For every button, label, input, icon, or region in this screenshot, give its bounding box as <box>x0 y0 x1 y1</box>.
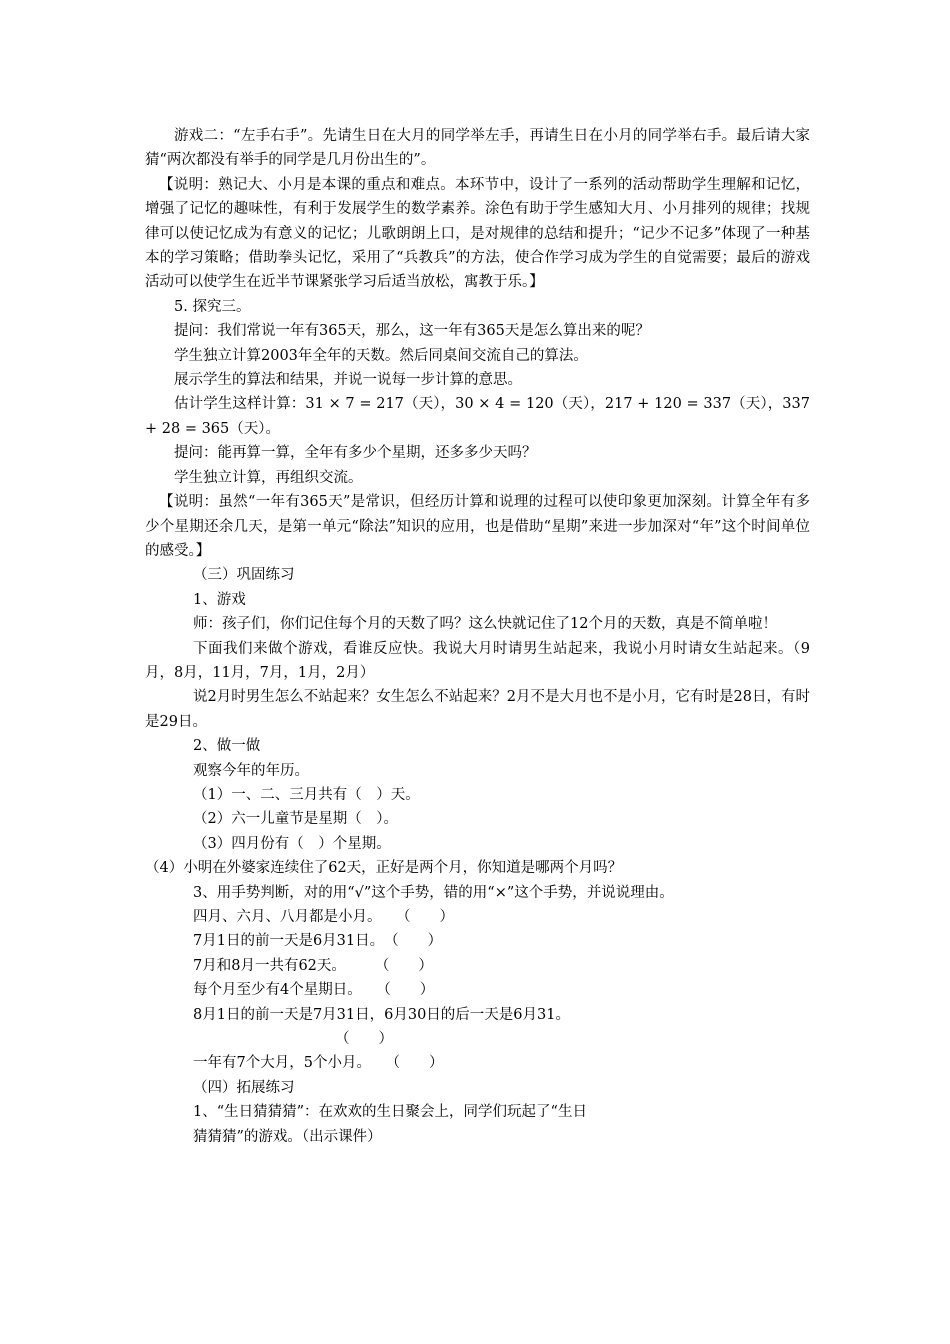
section-consolidation-heading: （三）巩固练习 <box>193 567 295 584</box>
show-method-paragraph: 展示学生的算法和结果，并说一说每一步计算的意思。 <box>174 372 522 389</box>
note-paragraph-2: 【说明：虽然“一年有365天”是常识，但经历计算和说理的过程可以使印象更加深刻。计算全年有多少个星期还余几天，是第一单元“除法”知识的应用，也是借助“星期”来进一步加深对“年”这个时间单位的感受。】 <box>145 494 810 559</box>
game-instruction-paragraph: 下面我们来做个游戏，看谁反应快。我说大月时请男生站起来，我说小月时请女生站起来。（9月，8月，11月，7月，1月，2月） <box>145 640 810 681</box>
february-paragraph: 说2月时男生怎么不站起来？女生怎么不站起来？2月不是大月也不是小月，它有时是28日，有时是29日。 <box>145 689 810 730</box>
section-extension-heading: （四）拓展练习 <box>193 1079 295 1096</box>
exercise-4-line: （4）小明在外婆家连续住了62天，正好是两个月，你知道是哪两个月吗？ <box>145 860 623 877</box>
judge-item-4: 每个月至少有4个星期日。 （ ） <box>193 982 435 999</box>
observe-calendar-line: 观察今年的年历。 <box>193 762 309 779</box>
document-page <box>145 124 810 1149</box>
exercise-2-line: （2）六一儿童节是星期（ ）。 <box>193 811 398 828</box>
student-calc-paragraph: 学生独立计算2003年全年的天数。然后同桌间交流自己的算法。 <box>174 347 588 364</box>
judge-item-2: 7月1日的前一天是6月31日。 （ ） <box>193 933 443 950</box>
game-two-paragraph: 游戏二：“左手右手”。先请生日在大月的同学举左手，再请生日在小月的同学举右手。最后请大家猜“两次都没有举手的同学是几月份出生的”。 <box>145 128 810 169</box>
exercise-1-line: （1）一、二、三月共有（ ）天。 <box>193 786 420 803</box>
item-do-it-heading: 2、做一做 <box>193 738 261 755</box>
exercise-3-line: （3）四月份有（ ）个星期。 <box>193 835 391 852</box>
question-365-paragraph: 提问：我们常说一年有365天，那么，这一年有365天是怎么算出来的呢？ <box>174 323 650 340</box>
judge-item-5: 8月1日的前一天是7月31日，6月30日的后一天是6月31。 <box>193 1006 570 1023</box>
gesture-judgement-heading: 3、用手势判断，对的用“√”这个手势，错的用“×”这个手势，并说说理由。 <box>193 884 674 901</box>
judge-item-3: 7月和8月一共有62天。 （ ） <box>193 957 433 974</box>
birthday-guess-line-2: 猜猜猜”的游戏。（出示课件） <box>193 1128 382 1145</box>
question-weeks-paragraph: 提问：能再算一算，全年有多少个星期，还多多少天吗？ <box>174 445 537 462</box>
judge-item-6: 一年有7个大月，5个小月。 （ ） <box>193 1055 444 1072</box>
exchange-paragraph: 学生独立计算，再组织交流。 <box>174 469 363 486</box>
birthday-guess-line-1: 1、“生日猜猜猜”：在欢欢的生日聚会上，同学们玩起了“生日 <box>193 1104 587 1121</box>
judge-item-5-answer: （ ） <box>335 1031 393 1048</box>
judge-item-1: 四月、六月、八月都是小月。 （ ） <box>193 909 454 925</box>
calculation-paragraph: 估计学生这样计算：31 × 7 = 217（天），30 × 4 = 120（天），217 + 120 = 337（天），337 + 28 = 365（天）。 <box>145 396 810 437</box>
teacher-paragraph: 师：孩子们，你们记住每个月的天数了吗？这么快就记住了12个月的天数，真是不简单啦！ <box>193 616 777 633</box>
explore-three-heading: 5. 探究三。 <box>174 298 251 315</box>
item-game-heading: 1、游戏 <box>193 591 246 608</box>
note-paragraph-1: 【说明：熟记大、小月是本课的重点和难点。本环节中，设计了一系列的活动帮助学生理解和记忆，增强了记忆的趣味性，有利于发展学生的数学素养。涂色有助于学生感知大月、小月排列的规律；找规律可以使记忆成为有意义的记忆；儿歌朗朗上口，是对规律的总结和提升；“记少不记多”体现了一种基本的学习策略；借助拳头记忆，采用了“兵教兵”的方法，使合作学习成为学生的自觉需要；最后的游戏活动可以使学生在近半节课紧张学习后适当放松，寓教于乐。】 <box>145 176 810 291</box>
